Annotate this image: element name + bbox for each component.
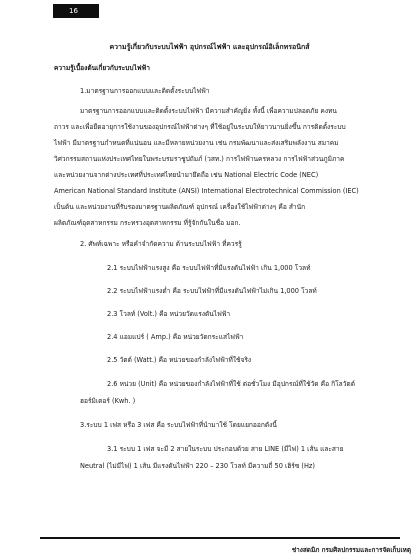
- para-1-line-8: ผลิตภัณฑ์อุตสาหกรรม กระทรวงอุตสาหกรรม ที่รู้จักกันในชื่อ มอก.: [54, 219, 241, 227]
- document-title: ความรู้เกี่ยวกับระบบไฟฟ้า อุปกรณ์ไฟฟ้า และอุปกรณ์อิเล็กทรอนิกส์: [109, 43, 310, 51]
- definition-2-4: 2.4 แอมแปร์ ( Amp.) คือ หน่วยวัดกระแสไฟฟ้า: [107, 333, 244, 341]
- para-1-line-3: ไฟฟ้า มีมาตรฐานกำหนดที่แน่นอน และมีหลายหน่วยงาน เช่น กรมพัฒนาและส่งเสริมพลังงาน สมาคม: [54, 139, 339, 147]
- definition-2-6-line-1: 2.6 หน่วย (Unit) คือ หน่วยของกำลังไฟฟ้าที่ใช้ ต่อชั่วโมง มีอุปกรณ์ที่ใช้วัด คือ กิโลวัตต์: [107, 380, 355, 388]
- item-3-1-line-1: 3.1 ระบบ 1 เฟส จะมี 2 สายในระบบ ประกอบด้วย สาย LINE (มีไฟ) 1 เส้น และสาย: [107, 445, 344, 453]
- section-title: ความรู้เบื้องต้นเกี่ยวกับระบบไฟฟ้า: [54, 64, 150, 72]
- page-number-badge: [53, 4, 99, 18]
- item-3-heading: 3.ระบบ 1 เฟส หรือ 3 เฟส คือ ระบบไฟฟ้าที่นำมาใช้ โดยแยกออกดังนี้: [80, 421, 277, 429]
- para-1-line-1: มาตรฐานการออกแบบและติดตั้งระบบไฟฟ้า มีความสำคัญยิ่ง ทั้งนี้ เพื่อความปลอดภัย คงทน: [80, 107, 337, 115]
- footer-text: ช่างสดมิภ กรมศิลปกรรมและการจัดเก็บเหตุ: [291, 546, 411, 554]
- item-3-1-line-2: Neutral (ไม่มีไฟ) 1 เส้น มีแรงดันไฟฟ้า 220 – 230 โวลท์ มีความถี่ 50 เฮิร์ซ (Hz): [80, 462, 315, 470]
- definition-2-3: 2.3 โวลท์ (Volt.) คือ หน่วยวัดแรงดันไฟฟ้า: [107, 310, 231, 318]
- footer-rule: [40, 537, 400, 539]
- page-number: 16: [69, 7, 78, 15]
- item-2-heading: 2. ศัพท์เฉพาะ หรือคำจำกัดความ ด้านระบบไฟฟ้า ที่ควรรู้: [80, 240, 242, 248]
- definition-2-2: 2.2 ระบบไฟฟ้าแรงต่ำ คือ ระบบไฟฟ้าที่มีแรงดันไฟฟ้าไม่เกิน 1,000 โวลท์: [107, 287, 317, 295]
- definition-2-1: 2.1 ระบบไฟฟ้าแรงสูง คือ ระบบไฟฟ้าที่มีแรงดันไฟฟ้า เกิน 1,000 โวลท์: [107, 264, 311, 272]
- para-1-line-6: American National Standard Institute (ANSI) International Electrotechnical Commission (IEC): [54, 187, 359, 195]
- para-1-line-7: เป็นต้น และหน่วยงานที่รับรองมาตรฐานผลิตภัณฑ์ อุปกรณ์ เครื่องใช้ไฟฟ้าต่างๆ คือ สำนัก: [54, 203, 306, 211]
- definition-2-5: 2.5 วัตต์ (Watt.) คือ หน่วยของกำลังไฟฟ้าที่ใช้จริง: [107, 356, 252, 364]
- para-1-line-5: และหน่วยงานจากต่างประเทศที่ประเทศไทยนำมายึดถือ เช่น National Electric Code (NEC): [54, 171, 319, 179]
- para-1-line-2: ถาวร และเพื่อยืดอายุการใช้งานของอุปกรณ์ไฟฟ้าต่างๆ ที่ใช้อยู่ในระบบให้ยาวนานยิ่งขึ้น การติดตั้งระบบ: [54, 123, 346, 131]
- item-1-heading: 1.มาตรฐานการออกแบบและติดตั้งระบบไฟฟ้า: [80, 87, 210, 95]
- definition-2-6-line-2: ฮอร์มิเตอร์ (Kwh. ): [80, 397, 136, 405]
- para-1-line-4: วิศวกรรมสถานแห่งประเทศไทยในพระบรมราชูปถัมภ์ (วสท.) การไฟฟ้านครหลวง การไฟฟ้าส่วนภูมิภาค: [54, 155, 345, 163]
